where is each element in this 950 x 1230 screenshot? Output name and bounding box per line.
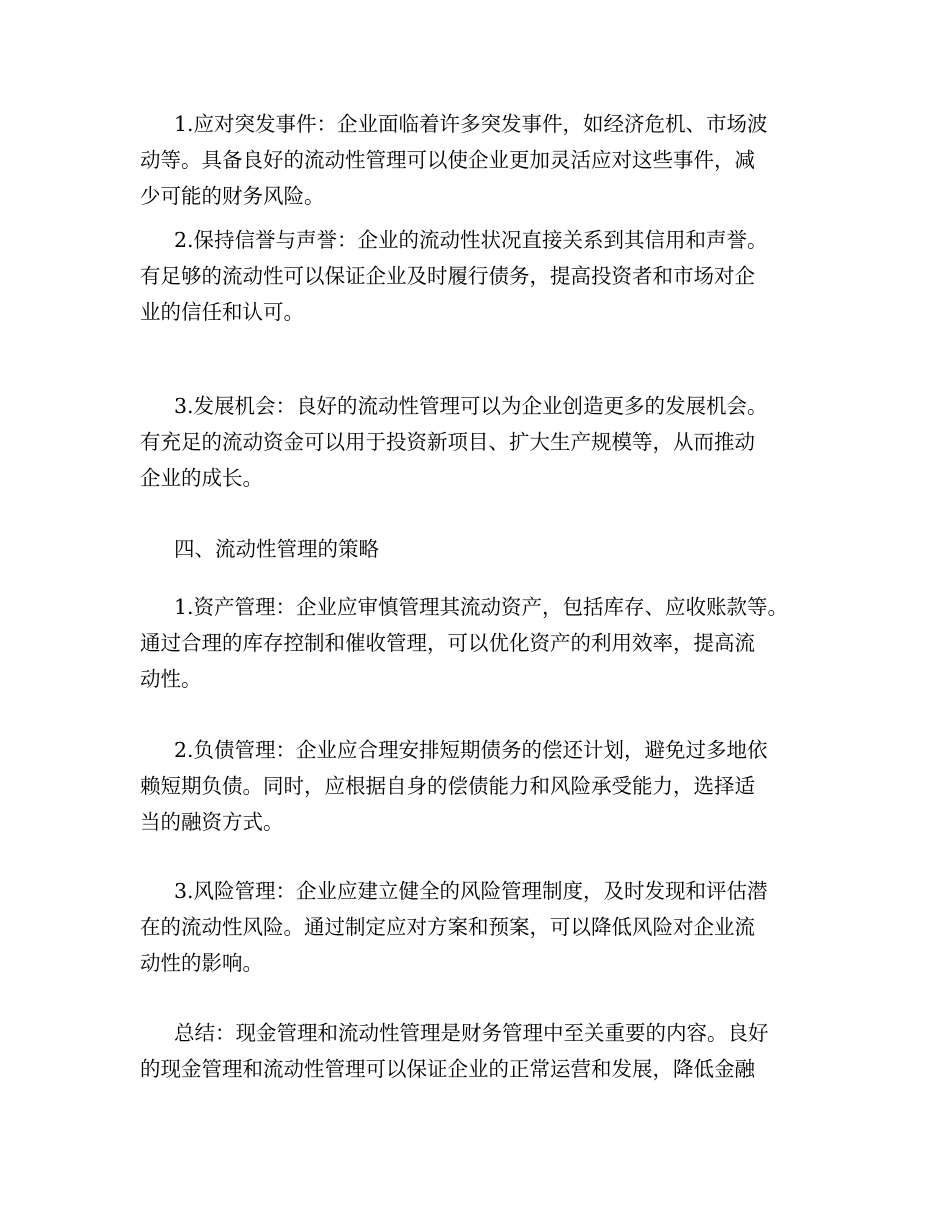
text-line: 业的信任和认可。 xyxy=(140,300,304,324)
section-heading-liquidity-strategy xyxy=(140,531,810,567)
text-line: 3.风险管理：企业应建立健全的风险管理制度，及时发现和评估潜 xyxy=(174,879,768,903)
text-line: 动性。 xyxy=(140,667,202,691)
text-line: 企业的成长。 xyxy=(140,466,263,490)
paragraph-emergency-response xyxy=(140,106,810,214)
text-line: 1.应对突发事件：企业面临着许多突发事件，如经济危机、市场波 xyxy=(174,112,768,136)
paragraph-summary xyxy=(140,1015,810,1087)
section-heading: 四、流动性管理的策略 xyxy=(174,537,379,561)
text-line: 当的融资方式。 xyxy=(140,810,284,834)
text-line: 赖短期负债。同时，应根据自身的偿债能力和风险承受能力，选择适 xyxy=(140,774,755,798)
paragraph-growth-opportunity xyxy=(140,388,810,496)
text-line: 3.发展机会：良好的流动性管理可以为企业创造更多的发展机会。 xyxy=(174,394,768,418)
text-line: 2.负债管理：企业应合理安排短期债务的偿还计划，避免过多地依 xyxy=(174,738,768,762)
text-line: 通过合理的库存控制和催收管理，可以优化资产的利用效率，提高流 xyxy=(140,631,755,655)
text-line: 1.资产管理：企业应审慎管理其流动资产，包括库存、应收账款等。 xyxy=(174,595,789,619)
text-line: 少可能的财务风险。 xyxy=(140,184,325,208)
text-line: 2.保持信誉与声誉：企业的流动性状况直接关系到其信用和声誉。 xyxy=(174,228,768,252)
text-line: 的现金管理和流动性管理可以保证企业的正常运营和发展，降低金融 xyxy=(140,1057,755,1081)
text-line: 有足够的流动性可以保证企业及时履行债务，提高投资者和市场对企 xyxy=(140,264,755,288)
text-line: 总结：现金管理和流动性管理是财务管理中至关重要的内容。良好 xyxy=(174,1021,769,1045)
paragraph-risk-management xyxy=(140,873,810,981)
paragraph-credit-reputation xyxy=(140,222,810,330)
text-line: 动等。具备良好的流动性管理可以使企业更加灵活应对这些事件，减 xyxy=(140,148,755,172)
text-line: 在的流动性风险。通过制定应对方案和预案，可以降低风险对企业流 xyxy=(140,915,755,939)
text-line: 动性的影响。 xyxy=(140,951,263,975)
paragraph-asset-management xyxy=(140,589,810,697)
paragraph-liability-management xyxy=(140,732,810,840)
text-line: 有充足的流动资金可以用于投资新项目、扩大生产规模等，从而推动 xyxy=(140,430,755,454)
